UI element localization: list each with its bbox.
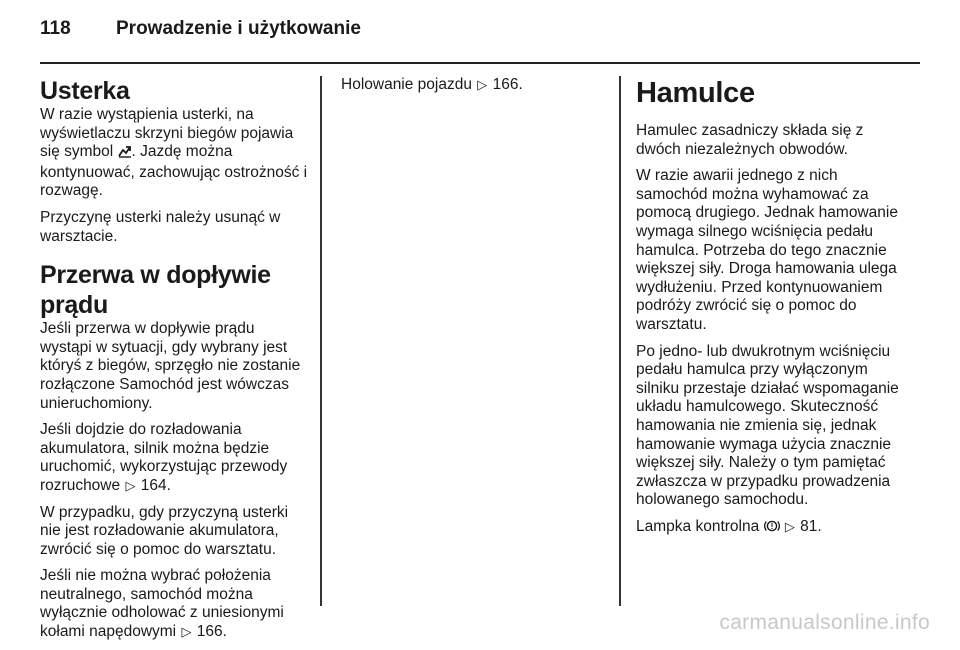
column-2 <box>341 76 591 103</box>
triangle-right-icon: ▷ <box>181 624 192 640</box>
triangle-right-icon: ▷ <box>125 477 136 493</box>
column-divider-2 <box>619 76 621 606</box>
paragraph: W razie awarii jednego z nich samochód można wyhamować za pomocą drugiego. Jednak hamowanie wymaga silnego wciśnięcia pedału hamulca. Potrzeba do tego znacznie większej siły. Droga hamowania ulega wydłużeniu. Przed kontynuowaniem podróży zwrócić się o pomoc do warsztatu. <box>636 167 898 333</box>
gearbox-fault-icon <box>118 145 132 164</box>
paragraph: Po jedno- lub dwukrotnym wciśnięciu pedału hamulca przy wyłączonym silniku przestaje działać wspomaganie układu hamulcowego. Skuteczność hamowania nie zmienia się, jednak hamowanie wymaga użycia znacznie większej siły. Należy o tym pamiętać zwłaszcza w przypadku prowadzenia holowanego samochodu. <box>636 342 899 509</box>
column-1 <box>40 76 310 650</box>
paragraph: Hamulec zasadniczy składa się z dwóch niezależnych obwodów. <box>636 122 864 158</box>
page-reference[interactable]: 164. <box>140 476 171 494</box>
paragraph: Holowanie pojazdu ▷ 166. <box>341 76 523 93</box>
column-divider-1 <box>320 76 322 606</box>
svg-text:!: ! <box>770 521 773 531</box>
column-3 <box>636 76 908 546</box>
page-reference[interactable]: 166. <box>492 76 523 93</box>
page-reference[interactable]: 166. <box>196 623 227 641</box>
paragraph: Przyczynę usterki należy usunąć w warsztacie. <box>40 208 281 245</box>
paragraph: W razie wystąpienia usterki, na wyświetlaczu skrzyni biegów pojawia się symbol . Jazdę można kontynuować, zachowując ostrożność i rozwagę. <box>40 106 308 200</box>
paragraph: Jeśli nie można wybrać położenia neutralnego, samochód można wyłącznie odholować z uniesionymi kołami napędowymi ▷ 166. <box>40 567 284 641</box>
paragraph: Jeśli przerwa w dopływie prądu wystąpi w sytuacji, gdy wybrany jest któryś z biegów, sprzęgło nie zostanie rozłączone Samochód jest wówczas unieruchomiony. <box>40 320 301 412</box>
header-rule <box>40 62 920 64</box>
chapter-title: Prowadzenie i użytkowanie <box>116 18 361 39</box>
triangle-right-icon: ▷ <box>784 518 795 534</box>
watermark: carmanualsonline.info <box>719 611 930 634</box>
paragraph: Jeśli dojdzie do rozładowania akumulatora, silnik można będzie uruchomić, wykorzystując przewody rozruchowe ▷ 164. <box>40 421 288 494</box>
page-number: 118 <box>40 18 71 39</box>
paragraph: Lampka kontrolna ! ▷ 81. <box>636 518 908 539</box>
heading-usterka: Usterka <box>40 77 130 105</box>
heading-przerwa: Przerwa w dopływie prądu <box>40 261 271 320</box>
page-header <box>40 18 361 40</box>
page-reference[interactable]: 81. <box>800 517 822 535</box>
heading-hamulce: Hamulce <box>636 77 755 109</box>
paragraph: W przypadku, gdy przyczyną usterki nie jest rozładowanie akumulatora, zwrócić się o pomoc do warsztatu. <box>40 503 289 558</box>
brake-warning-icon <box>764 519 780 539</box>
triangle-right-icon: ▷ <box>477 77 488 92</box>
